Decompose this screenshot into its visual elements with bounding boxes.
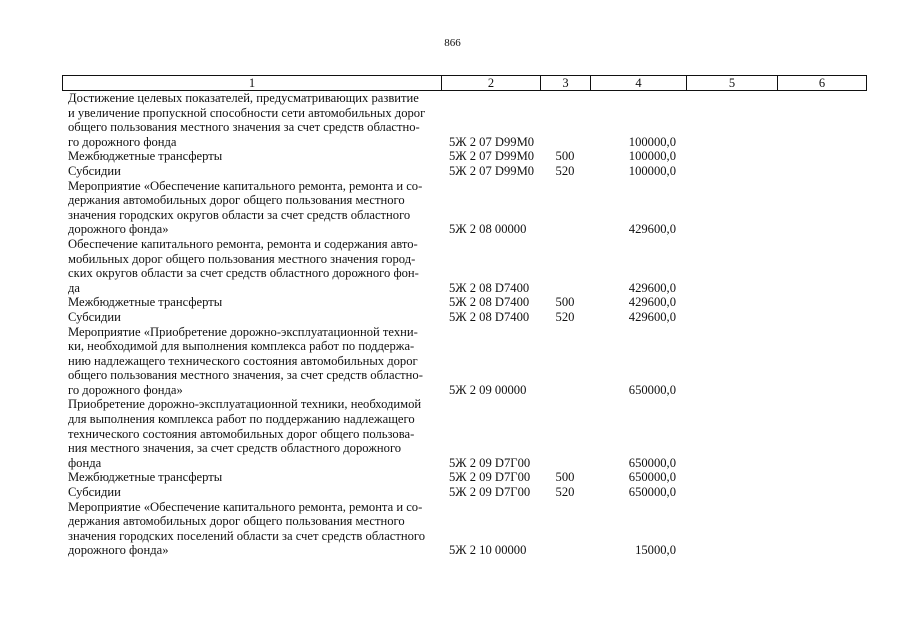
- row-amount: 429600,0: [628, 280, 676, 295]
- row-amount: 100000,0: [628, 149, 676, 164]
- row-amount: 429600,0: [628, 295, 676, 310]
- row-code: 5Ж 2 09 D7Г00: [449, 455, 531, 470]
- row-description: Межбюджетные трансферты: [68, 149, 223, 164]
- row-code: 5Ж 2 08 00000: [449, 222, 527, 237]
- row-description: Приобретение дорожно-эксплуатационной техники, необходимой для выполнения комплекса работ по поддержанию надлежащего технического состояния автомобильных дорог общего пользова- ния местного значения, за счет средств областного дорожного фонда: [68, 397, 422, 470]
- row-description: Мероприятие «Обеспечение капитального ремонта, ремонта и со- держания автомобильных дорог общего пользования местного значения городских округов области за счет средств областного дорожного фонда»: [68, 178, 423, 237]
- row-expense-type: 500: [555, 470, 575, 485]
- row-description: Субсидии: [68, 163, 121, 178]
- table-header: [62, 75, 867, 91]
- row-amount: 100000,0: [628, 163, 676, 178]
- table-row: [62, 149, 867, 164]
- row-amount: 650000,0: [628, 455, 676, 470]
- row-code: 5Ж 2 09 D7Г00: [449, 485, 531, 500]
- table-row: [62, 295, 867, 310]
- row-description: Обеспечение капитального ремонта, ремонта и содержания авто- мобильных дорог общего пользования местного значения город- ских округов области за счет средств областного дорожного фон- да: [68, 236, 419, 295]
- header-col-4: 4: [591, 76, 687, 90]
- row-expense-type: 520: [555, 163, 575, 178]
- row-code: 5Ж 2 09 D7Г00: [449, 470, 531, 485]
- header-col-1: 1: [63, 76, 442, 90]
- row-code: 5Ж 2 08 D7400: [449, 295, 530, 310]
- table-row: [62, 179, 867, 237]
- row-description: Межбюджетные трансферты: [68, 295, 223, 310]
- row-amount: 100000,0: [628, 134, 676, 149]
- row-expense-type: 500: [555, 295, 575, 310]
- row-amount: 429600,0: [628, 222, 676, 237]
- row-description: Субсидии: [68, 485, 121, 500]
- row-amount: 15000,0: [635, 543, 676, 558]
- row-expense-type: 520: [555, 309, 575, 324]
- row-expense-type: 500: [555, 149, 575, 164]
- table-row: [62, 91, 867, 149]
- table-row: [62, 397, 867, 470]
- row-description: Межбюджетные трансферты: [68, 470, 223, 485]
- row-expense-type: 520: [555, 485, 575, 500]
- header-col-2: 2: [442, 76, 541, 90]
- table-row: [62, 500, 867, 558]
- row-amount: 650000,0: [628, 470, 676, 485]
- row-amount: 650000,0: [628, 485, 676, 500]
- row-description: Мероприятие «Приобретение дорожно-эксплуатационной техни- ки, необходимой для выполнения комплекса работ по поддержа- нию надлежащего технического состояния автомобильных дорог общего пользования местного значения, за счет средств областно- го дорожного фонда»: [68, 324, 423, 397]
- header-col-5: 5: [687, 76, 778, 90]
- table-row: [62, 325, 867, 398]
- page-number: 866: [444, 37, 461, 49]
- row-code: 5Ж 2 07 D99M0: [449, 163, 535, 178]
- row-amount: 650000,0: [628, 382, 676, 397]
- table-row: [62, 485, 867, 500]
- row-amount: 429600,0: [628, 309, 676, 324]
- row-code: 5Ж 2 08 D7400: [449, 309, 530, 324]
- row-code: 5Ж 2 08 D7400: [449, 280, 530, 295]
- row-code: 5Ж 2 09 00000: [449, 382, 527, 397]
- table-row: [62, 470, 867, 485]
- table-row: [62, 164, 867, 179]
- row-description: Достижение целевых показателей, предусматривающих развитие и увеличение пропускной способности сети автомобильных дорог общего пользования местного значения за счет средств областно- го дорожного фонда: [68, 91, 426, 149]
- row-description: Мероприятие «Обеспечение капитального ремонта, ремонта и со- держания автомобильных дорог общего пользования местного значения городских поселений области за счет средств областного дорожного фонда»: [68, 499, 426, 558]
- budget-table-body: [62, 91, 867, 558]
- header-col-6: 6: [818, 76, 826, 90]
- row-code: 5Ж 2 07 D99M0: [449, 149, 535, 164]
- header-col-3: 3: [541, 76, 591, 90]
- table-row: [62, 237, 867, 295]
- table-row: [62, 310, 867, 325]
- row-code: 5Ж 2 07 D99M0: [449, 134, 535, 149]
- row-code: 5Ж 2 10 00000: [449, 543, 527, 558]
- row-description: Субсидии: [68, 309, 121, 324]
